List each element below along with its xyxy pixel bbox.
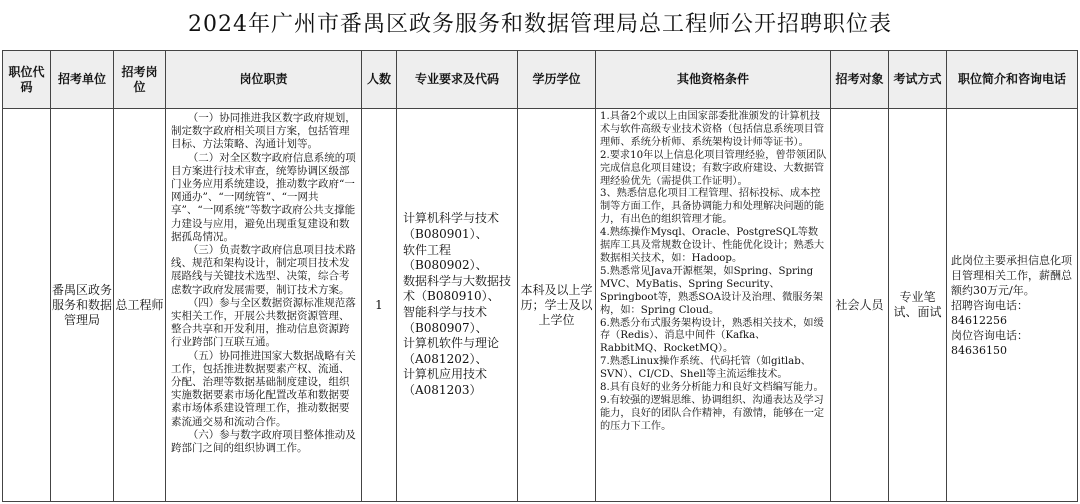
- cell-exam: 专业笔试、面试: [889, 109, 947, 502]
- cell-other: [596, 109, 831, 502]
- major-item: 软件工程（B080902）、: [403, 242, 488, 273]
- contact-phone-post: 岗位咨询电话：84636150: [951, 328, 1028, 357]
- major-item: 计算机应用技术（A081203）: [403, 367, 488, 397]
- header-code: 职位代码: [3, 51, 51, 109]
- qual-item: 1.具备2个或以上由国家部委批准颁发的计算机技术与软件高级专业技术资格（包括信息系统项目管理师、系统分析师、系统架构设计师等证书）。: [600, 111, 825, 148]
- duty-item: （五）协同推进国家大数据战略有关工作，包括推进数据要素产权、流通、分配、治理等数据基础制度建设，组织实施数据要素市场化配置改革和数据要素市场体系建设管理工作，推动数据要素流通交易和流动合作。: [171, 349, 356, 428]
- cell-code: [3, 109, 51, 502]
- contact-phone-recruit: 招聘咨询电话：84612256: [951, 298, 1028, 327]
- qual-item: 9.有较强的逻辑思维、协调组织、沟通表达及学习能力，良好的团队合作精神，有激情，能够在一定的压力下工作。: [600, 394, 825, 432]
- contact-info: [947, 253, 1077, 358]
- header-unit: 招考单位: [51, 51, 114, 109]
- major-list: [397, 211, 517, 398]
- major-item: 智能科学与技术（B080907）、: [403, 305, 488, 335]
- header-edu: 学历学位: [518, 51, 596, 109]
- qual-item: 7.熟悉Linux操作系统、代码托管（如gitlab、SVN）、CI/CD、Shell等主流运维技术。: [600, 356, 811, 381]
- major-item: 数据科学与大数据技术（B080910）、: [403, 273, 512, 304]
- table-row: [3, 109, 1078, 502]
- header-row: [3, 51, 1078, 109]
- cell-major: [397, 109, 518, 502]
- duties-list: [166, 109, 361, 455]
- duty-item: （四）参与全区数据资源标准规范落实相关工作，开展公共数据资源管理、整合共享和开发利用，推动信息资源跨行业跨部门互联互通。: [171, 296, 356, 349]
- cell-duties: [166, 109, 362, 502]
- duty-item: （一）协同推进我区数字政府规划，制定数字政府相关项目方案，包括管理目标、方法策略、沟通计划等。: [171, 112, 356, 151]
- header-other: 其他资格条件: [596, 51, 831, 109]
- major-item: 计算机科学与技术（B080901）、: [403, 211, 500, 242]
- page-title: 2024年广州市番禺区政务服务和数据管理局总工程师公开招聘职位表: [188, 12, 892, 37]
- qual-item: 2.要求10年以上信息化项目管理经验，曾带领团队完成信息化项目建设；有数字政府建设、大数据管理经验优先（需提供工作证明）。: [600, 149, 827, 187]
- header-contact: 职位简介和咨询电话: [947, 51, 1078, 109]
- qual-item: 8.具有良好的业务分析能力和良好文档编写能力。: [600, 382, 824, 394]
- header-major: 专业要求及代码: [397, 51, 518, 109]
- cell-edu: 本科及以上学历；学士及以上学位: [518, 109, 596, 502]
- qual-item: 3、熟悉信息化项目工程管理、招标投标、成本控制等方面工作，具备协调能力和处理解决问题的能力，有出色的组织管理才能。: [600, 188, 825, 226]
- header-post: 招考岗位: [114, 51, 166, 109]
- duty-item: （二）对全区数字政府信息系统的项目方案进行技术审查，统筹协调区级部门业务应用系统建设，推动数字政府“一网通办”、“一网统管”、“一网共享”、“一网系统”等数字政府公共支撑能力建设与应用，避免出现重复建设和数据孤岛情况。: [171, 151, 356, 243]
- qual-item: 6.熟悉分布式服务架构设计，熟悉相关技术，如缓存（Redis）、消息中间件（Kafka、RabbitMQ、RocketMQ）。: [600, 317, 824, 355]
- cell-unit: 番禺区政务服务和数据管理局: [51, 109, 114, 502]
- duty-item: （三）负责数字政府信息项目技术路线、规范和架构设计，制定项目技术发展路线与关键技术选型、决策，综合考虑数字政府发展需要，制订技术方案。: [171, 244, 356, 296]
- job-table: [2, 50, 1078, 502]
- cell-count: 1: [362, 109, 397, 502]
- cell-post: 总工程师: [114, 109, 166, 502]
- header-duties: 岗位职责: [166, 51, 362, 109]
- qual-item: 4.熟练操作Mysql、Oracle、PostgreSQL等数据库工具及常规数仓设计、性能优化设计；熟悉大数据相关技术，如：Hadoop。: [600, 227, 825, 264]
- qual-item: 5.熟悉常见Java开源框架，如Spring、Spring MVC、MyBatis、Spring Security、Springboot等，熟悉SOA设计及治理、微服务架构，如：Spring Cloud。: [600, 265, 823, 316]
- cell-target: 社会人员: [831, 109, 889, 502]
- major-item: 计算机软件与理论（A081202）、: [403, 336, 500, 366]
- quals-list: [596, 109, 830, 434]
- contact-intro: 此岗位主要承担信息化项目管理相关工作，薪酬总额约30万元/年。: [951, 253, 1072, 297]
- duty-item: （六）参与数字政府项目整体推动及跨部门之间的组织协调工作。: [171, 428, 356, 455]
- cell-contact: [947, 109, 1078, 502]
- header-exam: 考试方式: [889, 51, 947, 109]
- header-target: 招考对象: [831, 51, 889, 109]
- header-count: 人数: [362, 51, 397, 109]
